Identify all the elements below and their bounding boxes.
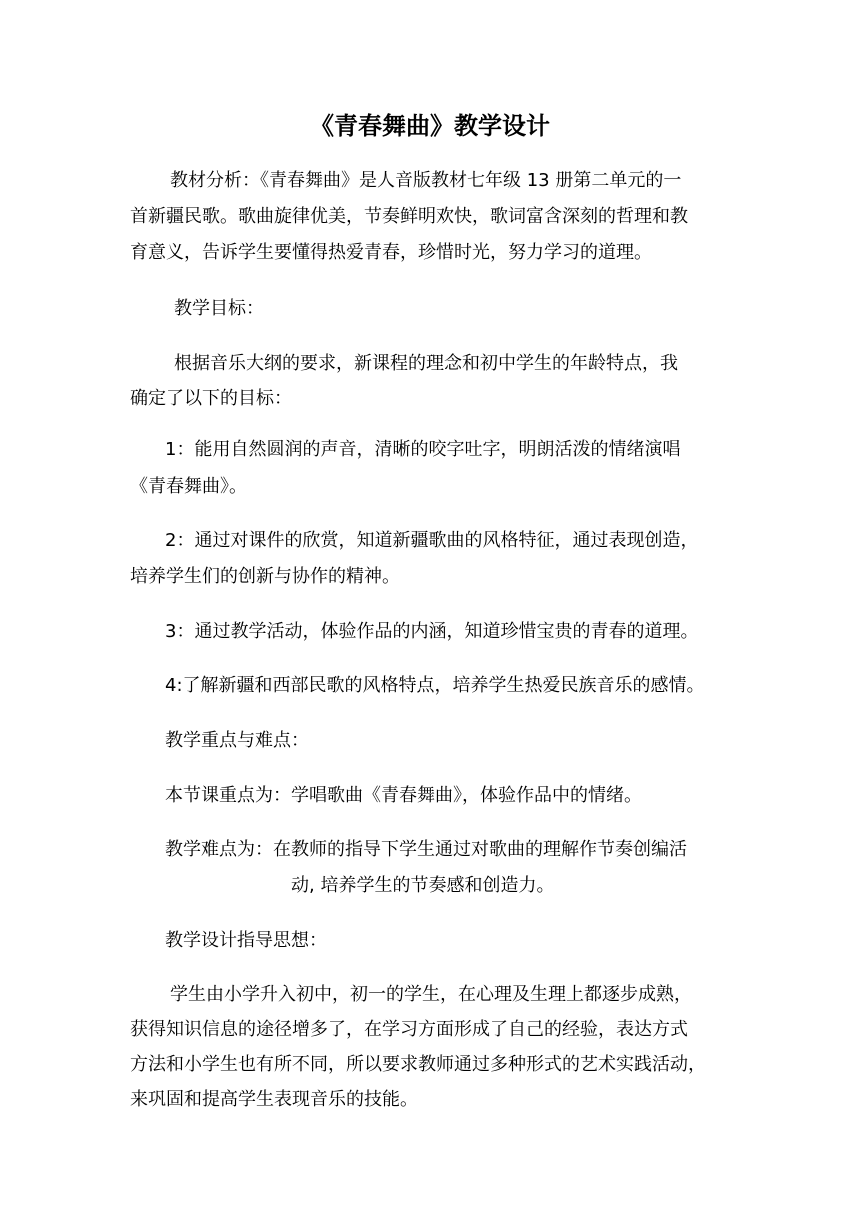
difficulty-line-1: 教学难点为：在教师的指导下学生通过对歌曲的理解作节奏创编活 (165, 839, 687, 860)
goal-2-line-2: 培养学生们的创新与协作的精神。 (130, 566, 400, 587)
key-point-text: 本节课重点为：学唱歌曲《青春舞曲》，体验作品中的情绪。 (165, 785, 642, 806)
goals-intro-line-2: 确定了以下的目标： (130, 388, 292, 409)
goal-3: 3：通过教学活动，体验作品的内涵，知道珍惜宝贵的青春的道理。 (165, 621, 699, 642)
goal-1-line-1: 1：能用自然圆润的声音，清晰的咬字吐字，明朗活泼的情绪演唱 (165, 439, 681, 460)
guide-heading: 教学设计指导思想： (165, 930, 327, 951)
key-points-heading: 教学重点与难点： (165, 730, 309, 751)
goal-4: 4:了解新疆和西部民歌的风格特点，培养学生热爱民族音乐的感情。 (165, 675, 705, 696)
guide-line-4: 来巩固和提高学生表现音乐的技能。 (130, 1089, 418, 1110)
goals-intro-line-1: 根据音乐大纲的要求，新课程的理念和初中学生的年龄特点，我 (174, 353, 678, 374)
intro-line-1: 教材分析：《青春舞曲》是人音版教材七年级 13 册第二单元的一 (170, 170, 682, 191)
intro-line-2: 首新疆民歌。歌曲旋律优美，节奏鲜明欢快，歌词富含深刻的哲理和教 (130, 206, 688, 227)
goals-heading: 教学目标： (174, 298, 264, 319)
guide-line-1: 学生由小学升入初中，初一的学生，在心理及生理上都逐步成熟， (170, 984, 692, 1005)
intro-line-3: 育意义，告诉学生要懂得热爱青春，珍惜时光，努力学习的道理。 (130, 242, 652, 263)
difficulty-line-2: 动, 培养学生的节奏感和创造力。 (291, 875, 555, 896)
goal-1-line-2: 《青春舞曲》。 (130, 476, 247, 497)
goal-2-line-1: 2：通过对课件的欣赏，知道新疆歌曲的风格特征，通过表现创造， (165, 530, 699, 551)
document-title: 《青春舞曲》教学设计 (310, 112, 550, 140)
guide-line-2: 获得知识信息的途径增多了，在学习方面形成了自己的经验，表达方式 (130, 1019, 688, 1040)
guide-line-3: 方法和小学生也有所不同，所以要求教师通过多种形式的艺术实践活动， (130, 1054, 706, 1075)
